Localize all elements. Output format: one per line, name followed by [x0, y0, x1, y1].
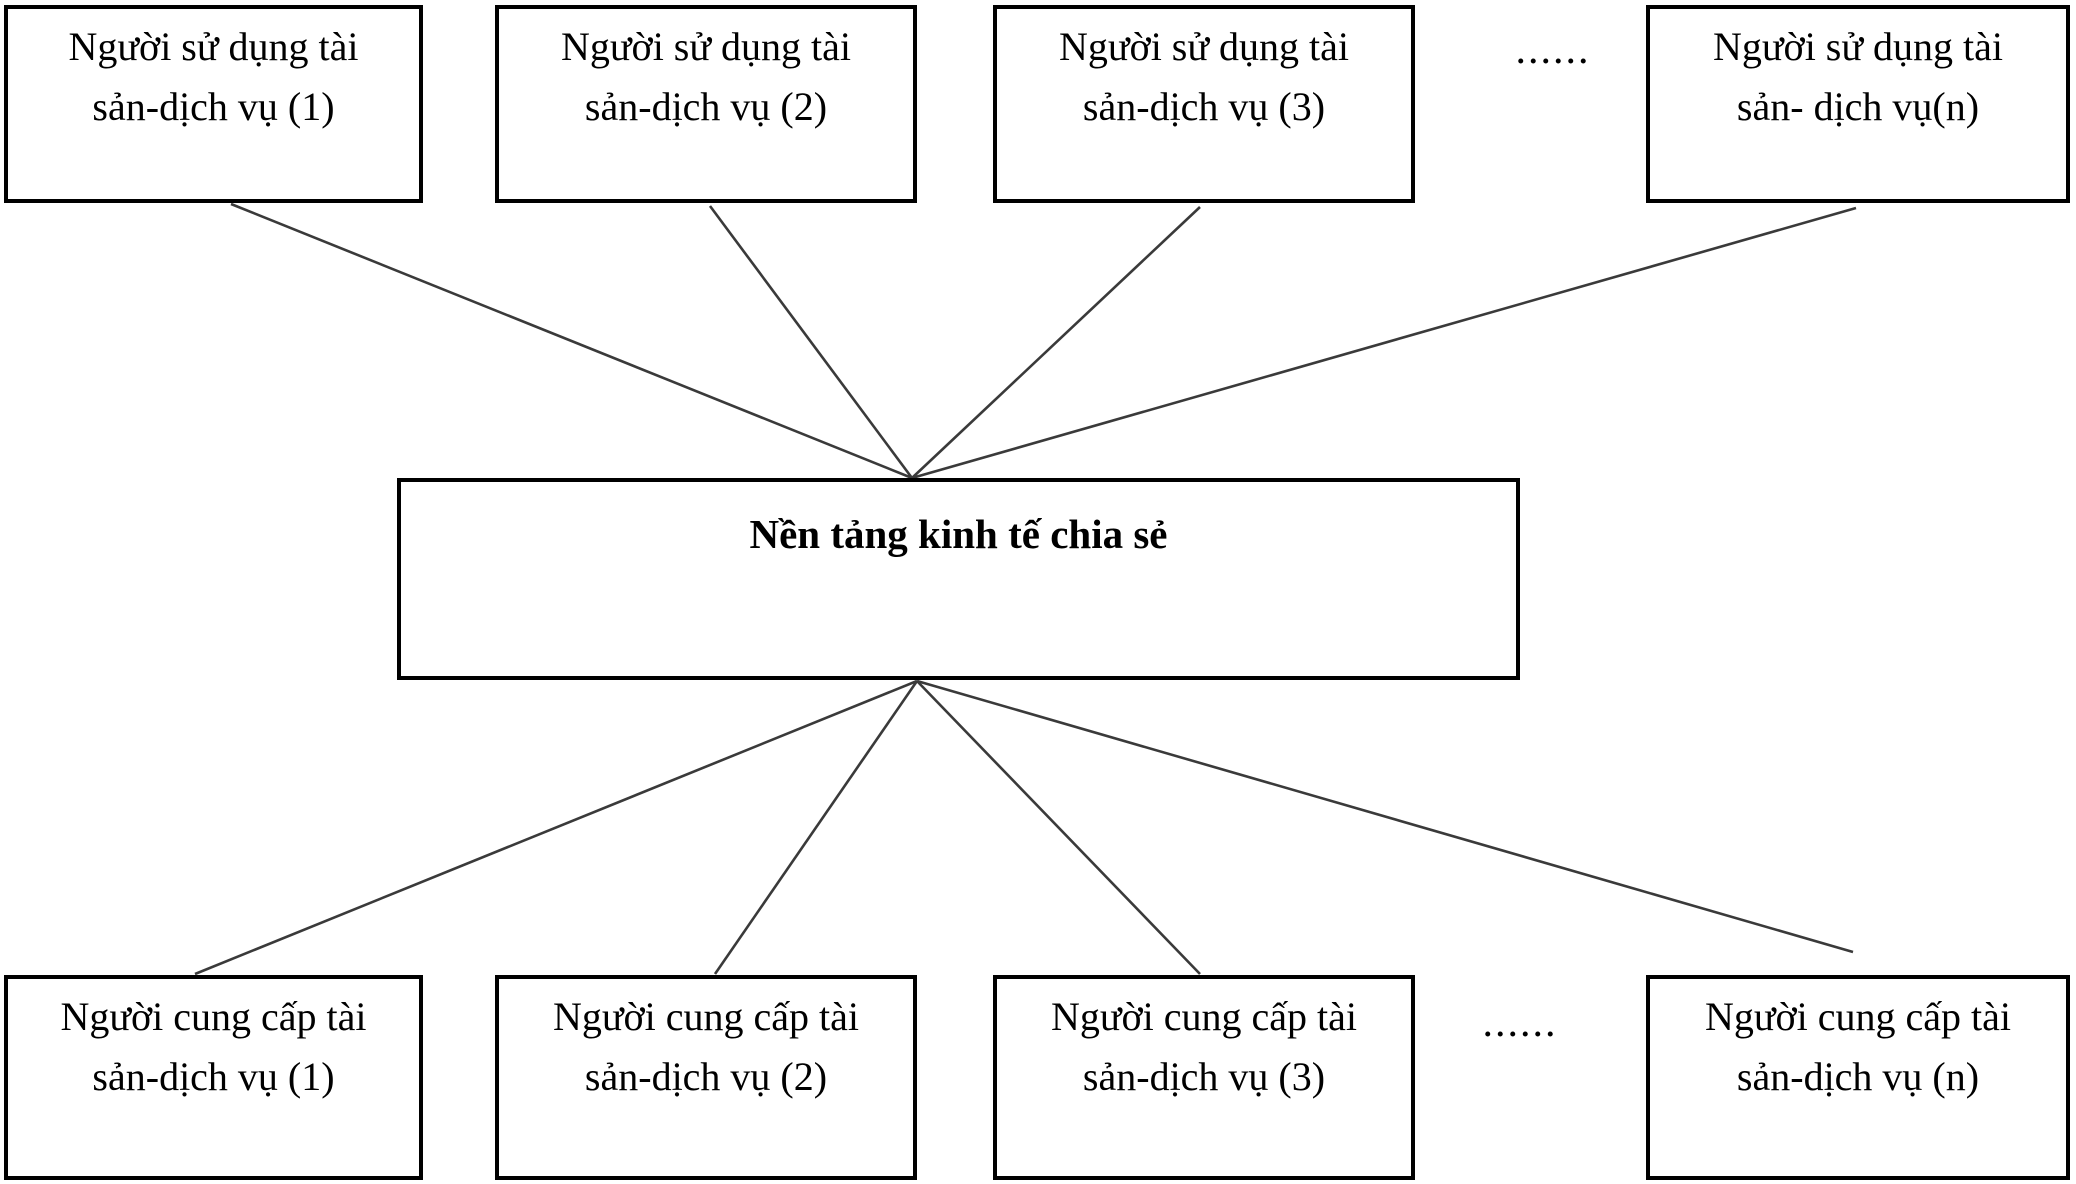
box-user-n: [1646, 5, 2070, 203]
box-provider-2: [495, 975, 917, 1180]
box-user-1: [4, 5, 423, 203]
bottom-row-ellipsis: ......: [1482, 1000, 1558, 1046]
box-provider-n-line1: Người cung cấp tài: [1704, 994, 2012, 1039]
box-user-n-line2: sản- dịch vụ(n): [1736, 84, 1980, 129]
box-user-n-line1: Người sử dụng tài: [1712, 24, 2004, 69]
box-platform: [397, 478, 1520, 680]
top-row-ellipsis: ......: [1515, 27, 1591, 73]
box-provider-1: [4, 975, 423, 1180]
connector-platform-provider3: [917, 681, 1200, 974]
box-user-3-line1: Người sử dụng tài: [1058, 24, 1350, 69]
box-user-1-line1: Người sử dụng tài: [68, 24, 359, 69]
box-user-2-line2: sản-dịch vụ (2): [584, 84, 828, 129]
box-provider-n-line2: sản-dịch vụ (n): [1736, 1054, 1980, 1099]
box-user-2-line1: Người sử dụng tài: [560, 24, 852, 69]
box-provider-3-line2: sản-dịch vụ (3): [1082, 1054, 1326, 1099]
connector-platform-providerN: [917, 681, 1853, 952]
connector-platform-provider2: [715, 681, 917, 974]
box-provider-1-line1: Người cung cấp tài: [60, 994, 367, 1039]
box-user-3-line2: sản-dịch vụ (3): [1082, 84, 1326, 129]
box-user-1-line2: sản-dịch vụ (1): [92, 84, 335, 129]
connector-platform-provider1: [195, 681, 917, 974]
box-user-3: [993, 5, 1415, 203]
box-provider-2-line2: sản-dịch vụ (2): [584, 1054, 828, 1099]
platform-title: Nền tảng kinh tế chia sẻ: [749, 511, 1168, 557]
box-provider-n: [1646, 975, 2070, 1180]
box-provider-3: [993, 975, 1415, 1180]
box-provider-1-line2: sản-dịch vụ (1): [92, 1054, 335, 1099]
box-user-2: [495, 5, 917, 203]
box-provider-2-line1: Người cung cấp tài: [552, 994, 860, 1039]
box-provider-3-line1: Người cung cấp tài: [1050, 994, 1358, 1039]
